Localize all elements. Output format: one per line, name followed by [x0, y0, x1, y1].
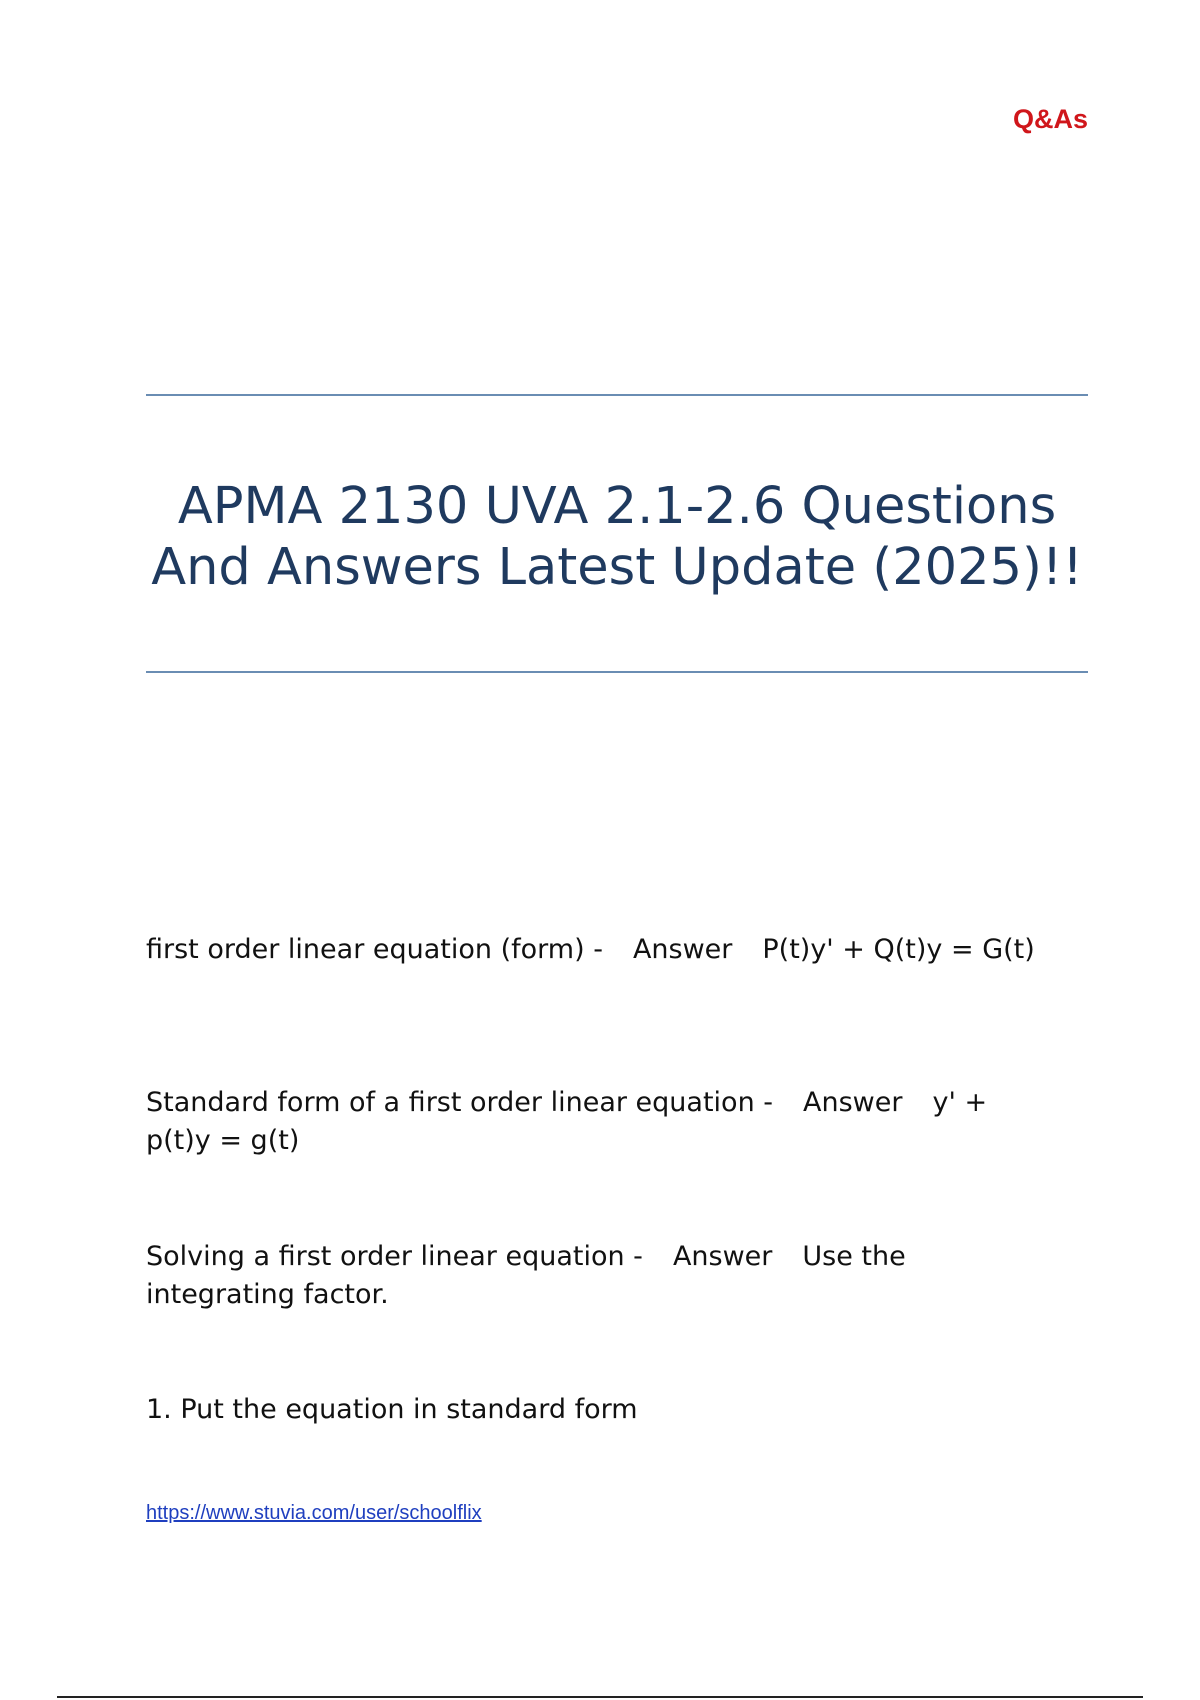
answer-label: Answer [632, 934, 733, 965]
answer-text: Use the integrating factor. [146, 1241, 906, 1310]
answer-label: Answer [803, 1087, 903, 1118]
qa-item [146, 931, 1046, 969]
title-bottom-rule [146, 671, 1088, 673]
footer-rule [57, 1696, 1143, 1698]
step-text: 1. Put the equation in standard form [146, 1394, 638, 1425]
answer-text: y' + p(t)y = g(t) [146, 1087, 988, 1156]
question-text: Solving a first order linear equation - [146, 1241, 643, 1272]
answer-text: P(t)y' + Q(t)y = G(t) [762, 934, 1035, 965]
document-title: APMA 2130 UVA 2.1-2.6 Questions And Answers Latest Update (2025)!! [151, 477, 1083, 597]
title-top-rule [146, 394, 1088, 396]
profile-link[interactable]: https://www.stuvia.com/user/schoolflix [146, 1502, 482, 1524]
answer-label: Answer [672, 1241, 773, 1272]
qa-item [146, 1084, 1046, 1160]
qa-item [146, 1238, 1046, 1314]
qas-tag: Q&As [1012, 104, 1088, 134]
question-text: Standard form of a first order linear equation - [146, 1087, 774, 1118]
question-text: first order linear equation (form) - [146, 934, 603, 965]
